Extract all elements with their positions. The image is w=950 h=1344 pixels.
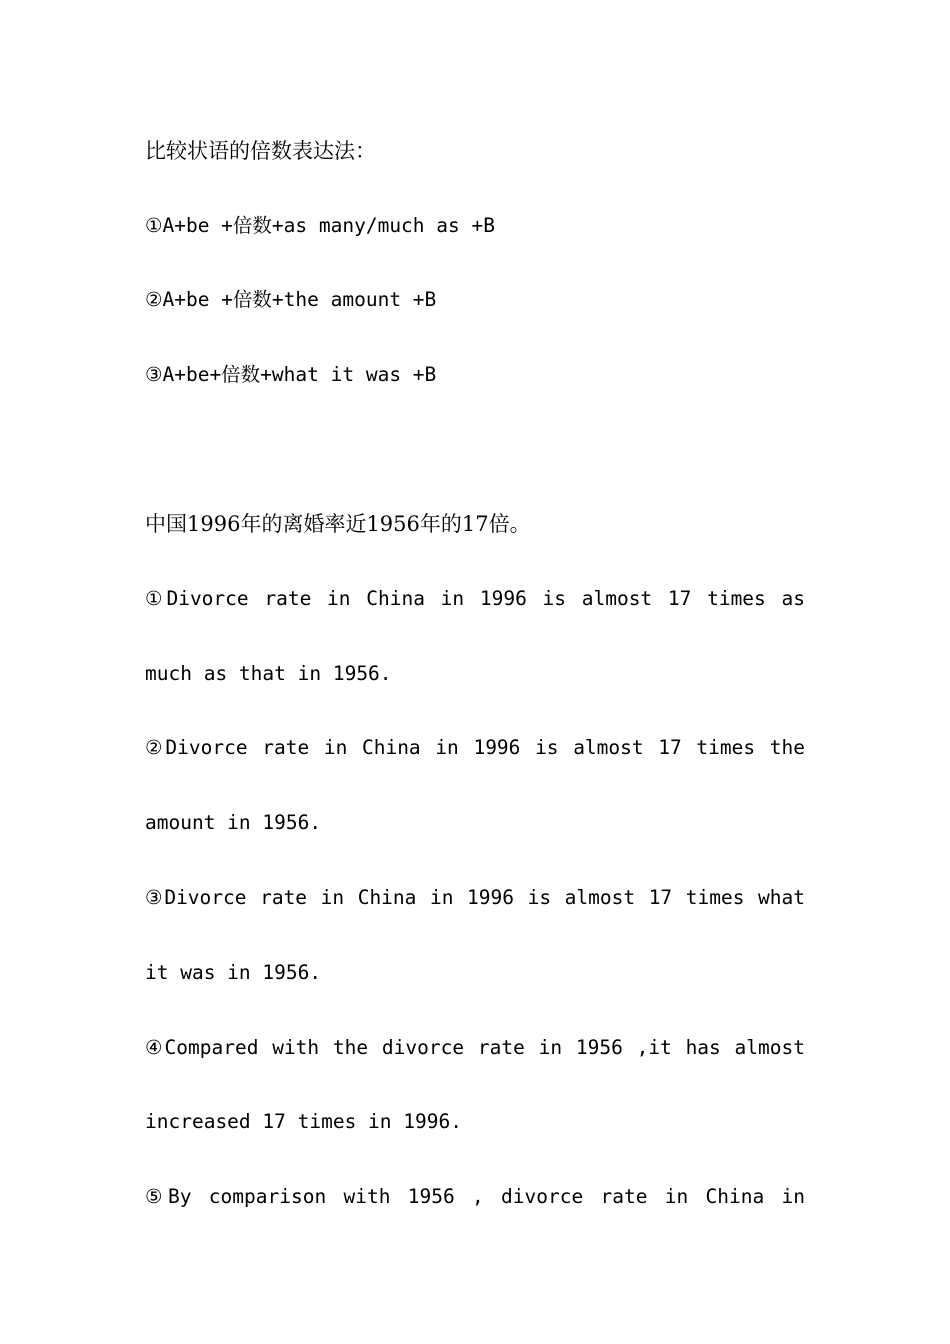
translation-3-line-1: ③Divorce rate in China in 1996 is almost 17 times what [145, 886, 805, 909]
translation-2-line-2: amount in 1956. [145, 811, 322, 834]
formula-1: ①A+be +倍数+as many/much as +B [145, 214, 495, 237]
translation-5-line-1: ⑤By comparison with 1956 , divorce rate in China in [145, 1185, 805, 1208]
translation-3-line-2: it was in 1956. [145, 961, 322, 984]
translation-1-line-2: much as that in 1956. [145, 662, 392, 685]
translation-1-line-1: ①Divorce rate in China in 1996 is almost 17 times as [145, 587, 805, 610]
formula-3: ③A+be+倍数+what it was +B [145, 363, 437, 386]
example-sentence: 中国1996年的离婚率近1956年的17倍。 [145, 512, 531, 536]
translation-4-line-2: increased 17 times in 1996. [145, 1110, 462, 1133]
translation-4-line-1: ④Compared with the divorce rate in 1956 ,it has almost [145, 1036, 805, 1059]
formula-2: ②A+be +倍数+the amount +B [145, 288, 437, 311]
section-heading: 比较状语的倍数表达法： [145, 139, 376, 163]
translation-2-line-1: ②Divorce rate in China in 1996 is almost 17 times the [145, 736, 805, 759]
